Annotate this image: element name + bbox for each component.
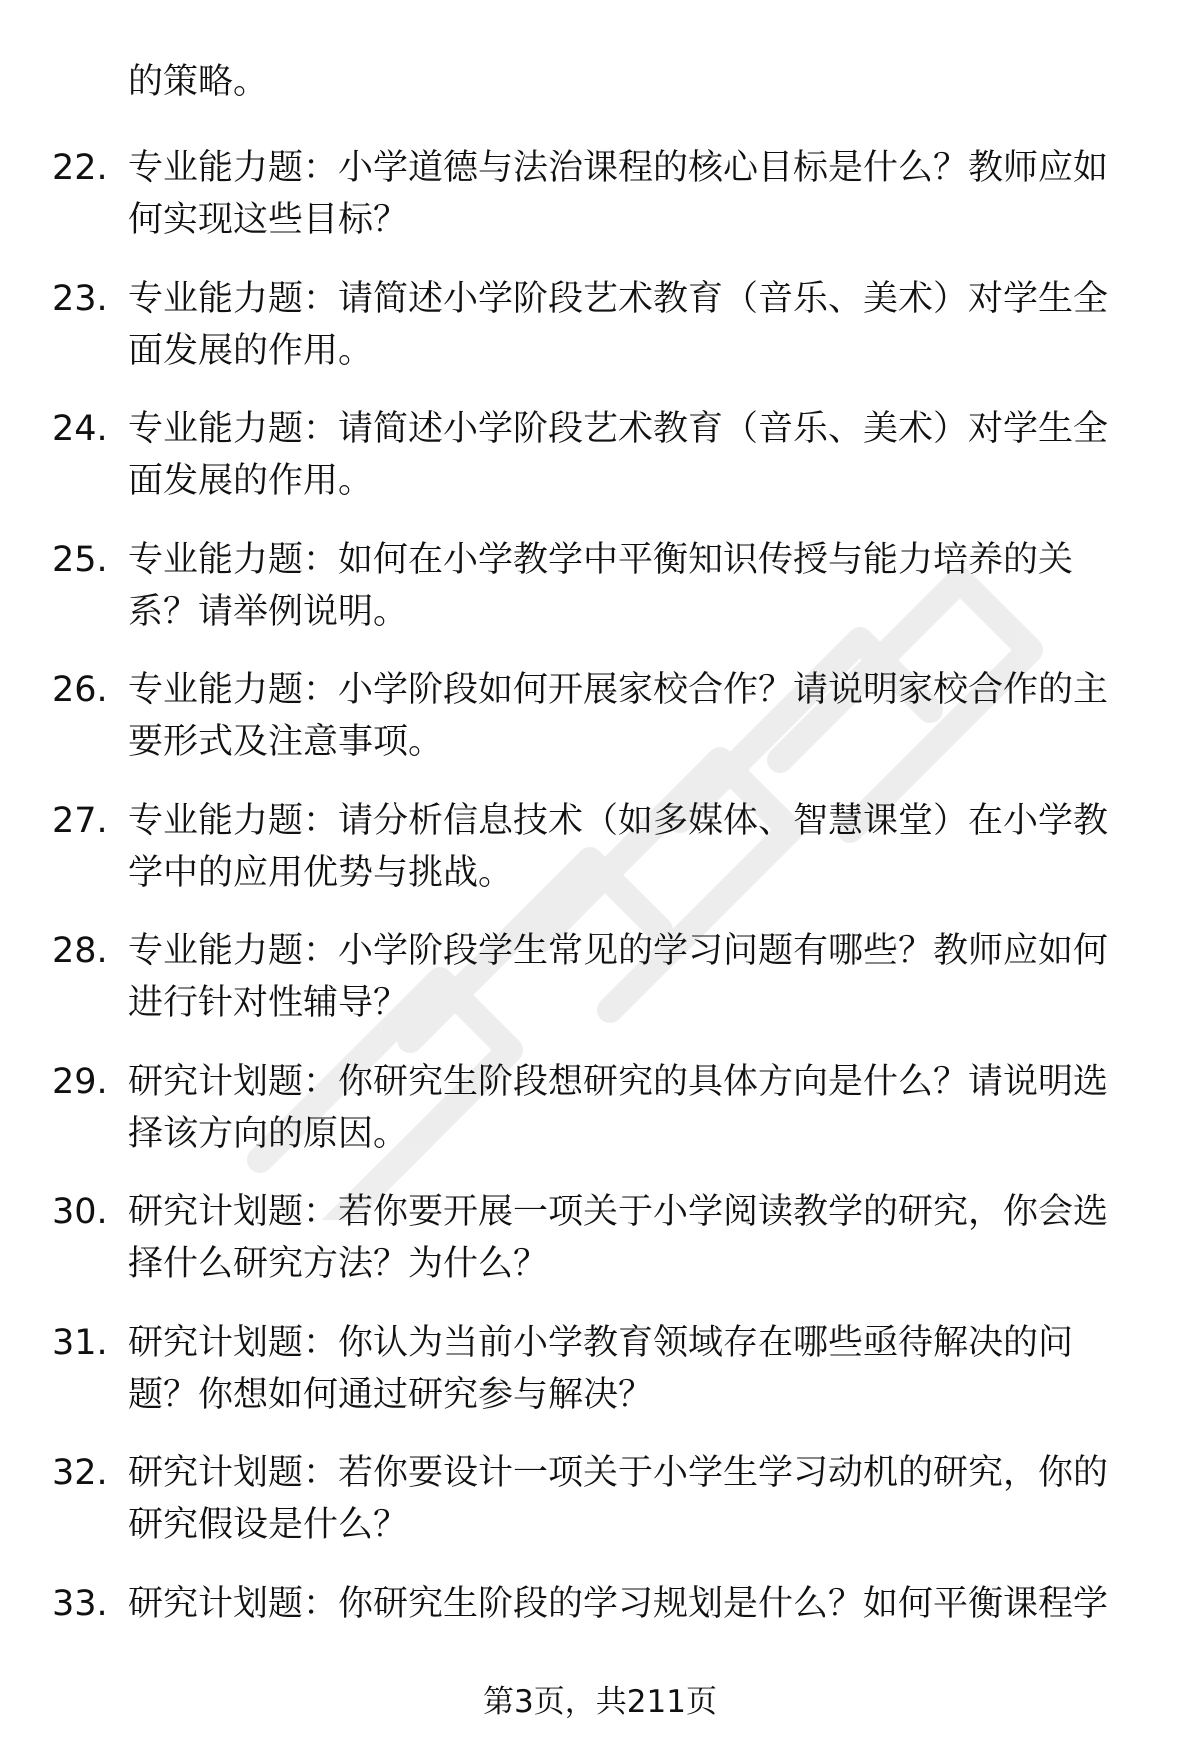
question-text-line: 专业能力题：小学道德与法治课程的核心目标是什么？教师应如 <box>128 148 1109 188</box>
question-text-line: 专业能力题：请简述小学阶段艺术教育（音乐、美术）对学生全 <box>128 278 1109 319</box>
list-item <box>0 664 1200 795</box>
question-number: 27. <box>52 800 108 841</box>
question-text-line: 系？请举例说明。 <box>128 591 409 632</box>
question-text-line: 择什么研究方法？为什么？ <box>128 1244 549 1284</box>
question-number: 33. <box>52 1583 108 1624</box>
list-item <box>0 1056 1200 1187</box>
list-item <box>0 1447 1200 1578</box>
question-text-line: 专业能力题：请简述小学阶段艺术教育（音乐、美术）对学生全 <box>128 409 1109 449</box>
question-text-line: 择该方向的原因。 <box>128 1113 409 1154</box>
question-text-line: 研究计划题：你研究生阶段想研究的具体方向是什么？请说明选 <box>128 1061 1109 1102</box>
question-text-line: 专业能力题：请分析信息技术（如多媒体、智慧课堂）在小学教 <box>128 800 1109 841</box>
question-text-line: 研究计划题：你研究生阶段的学习规划是什么？如何平衡课程学 <box>128 1583 1109 1624</box>
list-item <box>0 403 1200 534</box>
question-text-line: 要形式及注意事项。 <box>128 722 444 762</box>
page-footer: 第3页，共211页 <box>483 1684 717 1720</box>
question-number: 30. <box>52 1192 108 1232</box>
list-item <box>0 1317 1200 1448</box>
list-item <box>0 273 1200 404</box>
question-text-line: 研究计划题：你认为当前小学教育领域存在哪些亟待解决的问 <box>128 1322 1074 1363</box>
question-text-line: 何实现这些目标？ <box>128 200 409 240</box>
question-number: 26. <box>52 670 108 710</box>
question-text-line: 研究计划题：若你要设计一项关于小学生学习动机的研究，你的 <box>128 1453 1109 1493</box>
question-text-line: 研究计划题：若你要开展一项关于小学阅读教学的研究，你会选 <box>128 1192 1109 1232</box>
question-text-line: 面发展的作用。 <box>128 461 374 501</box>
question-number: 25. <box>52 539 108 580</box>
continuation-text: 的策略。 <box>128 62 269 102</box>
question-number: 32. <box>52 1453 108 1493</box>
question-text-line: 专业能力题：如何在小学教学中平衡知识传授与能力培养的关 <box>128 539 1074 580</box>
question-list <box>0 142 1200 1708</box>
question-text-line: 题？你想如何通过研究参与解决？ <box>128 1374 654 1415</box>
list-item <box>0 142 1200 273</box>
question-number: 24. <box>52 409 108 449</box>
question-text-line: 专业能力题：小学阶段学生常见的学习问题有哪些？教师应如何 <box>128 931 1109 971</box>
question-number: 29. <box>52 1061 108 1102</box>
list-item <box>0 1186 1200 1317</box>
question-text-line: 面发展的作用。 <box>128 330 374 371</box>
question-text-line: 进行针对性辅导？ <box>128 983 409 1023</box>
list-item <box>0 795 1200 926</box>
list-item <box>0 534 1200 665</box>
question-number: 31. <box>52 1322 108 1363</box>
question-number: 22. <box>52 148 108 188</box>
question-number: 28. <box>52 931 108 971</box>
question-text-line: 学中的应用优势与挑战。 <box>128 852 514 893</box>
question-number: 23. <box>52 278 108 319</box>
list-item <box>0 925 1200 1056</box>
question-text-line: 专业能力题：小学阶段如何开展家校合作？请说明家校合作的主 <box>128 670 1109 710</box>
question-text-line: 研究假设是什么？ <box>128 1505 409 1545</box>
